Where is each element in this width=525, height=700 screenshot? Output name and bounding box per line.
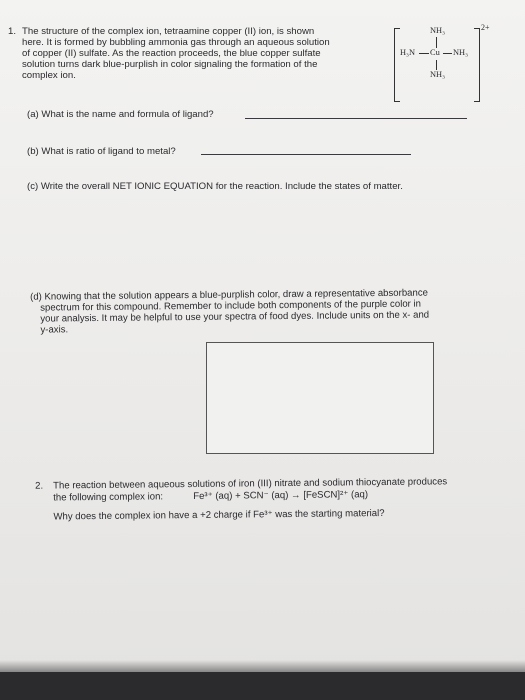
question-1-line: here. It is formed by bubbling ammonia gas through an aqueous solution [22, 37, 330, 48]
question-1d-line: (d) Knowing that the solution appears a blue-purplish color, draw a representative absorbance [30, 287, 429, 303]
question-2-line: Why does the complex ion have a +2 charge if Fe³⁺ was the starting material? [53, 508, 385, 523]
question-1d-line: y-axis. [40, 324, 69, 336]
question-1-line: The structure of the complex ion, tetraamine copper (II) ion, is shown [22, 26, 315, 37]
question-1c: (c) Write the overall NET IONIC EQUATION for the reaction. Include the states of matter. [27, 181, 403, 192]
ligand-bottom: NH₃ [430, 70, 446, 79]
question-1b: (b) What is ratio of ligand to metal? [27, 146, 176, 157]
background-surface [0, 660, 525, 700]
question-1-line: solution turns dark blue-purplish in color signaling the formation of the [22, 59, 318, 70]
question-1-line: of copper (II) sulfate. As the reaction proceeds, the blue copper sulfate [22, 48, 321, 59]
metal-center: Cu [430, 48, 440, 57]
question-2-line: The reaction between aqueous solutions of iron (III) nitrate and sodium thiocyanate produces [53, 476, 448, 492]
question-1d-line: spectrum for this compound. Remember to include both components of the purple color in [40, 298, 422, 314]
question-1d-line: your analysis. It may be helpful to use your spectra of food dyes. Include units on the x- and [40, 309, 430, 325]
question-2-equation: Fe³⁺ (aq) + SCN⁻ (aq) → [FeSCN]²⁺ (aq) [193, 489, 369, 503]
ligand-right: NH₃ [453, 48, 469, 57]
question-2-number: 2. [35, 480, 44, 492]
ligand-left: H₃N [400, 48, 416, 57]
complex-charge: 2+ [481, 23, 490, 32]
ligand-top: NH₃ [430, 26, 446, 35]
question-1-number: 1. [8, 26, 17, 37]
question-1a: (a) What is the name and formula of ligand? [27, 109, 214, 120]
question-2-line: the following complex ion: [53, 491, 164, 504]
question-1-line: complex ion. [22, 70, 76, 81]
